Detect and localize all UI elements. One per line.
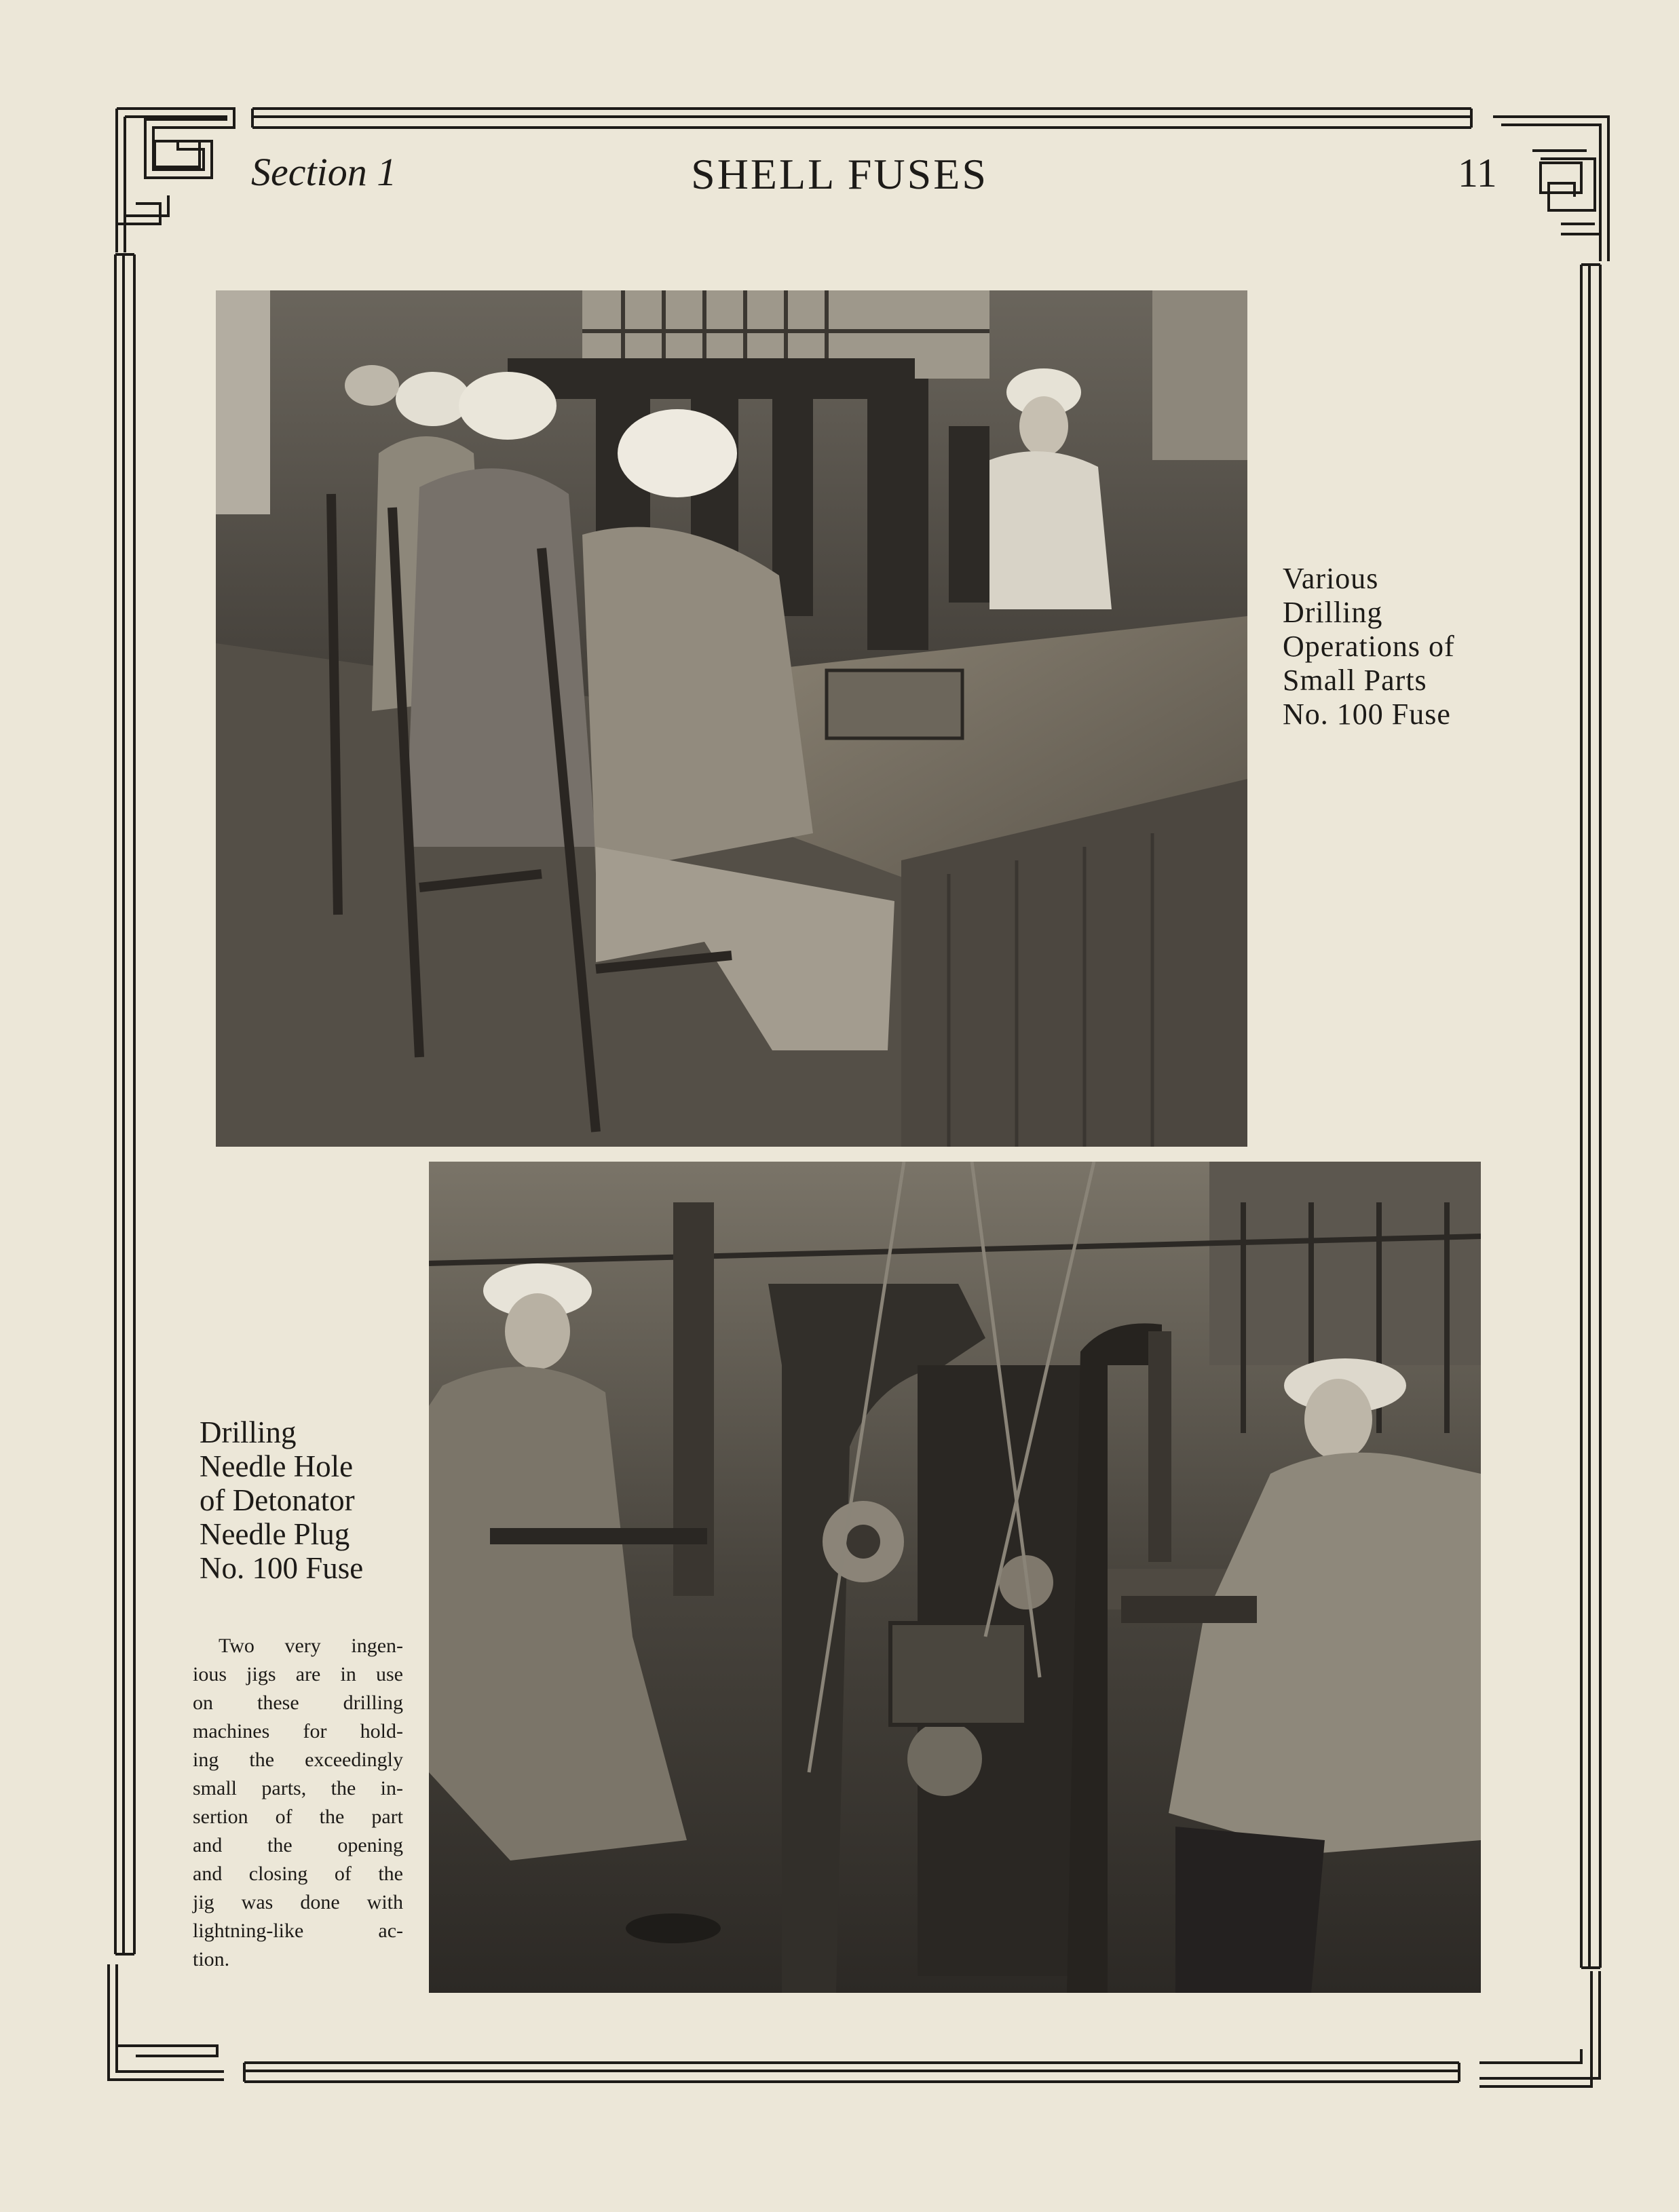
body-line: tion. xyxy=(193,1948,230,1970)
caption-top-line: Drilling xyxy=(1283,596,1383,629)
body-line: machines for hold- xyxy=(193,1720,403,1742)
body-line: and closing of the xyxy=(193,1863,403,1885)
caption-bottom-photo xyxy=(200,1415,403,1585)
section-label: Section 1 xyxy=(251,150,397,194)
photo-women-drilling-small-parts xyxy=(216,290,1247,1147)
caption-top-line: Operations of xyxy=(1283,630,1455,663)
body-line: on these drilling xyxy=(193,1692,403,1714)
caption-bottom-line: No. 100 Fuse xyxy=(200,1551,364,1585)
body-paragraph xyxy=(193,1632,403,1974)
caption-bottom-line: Drilling xyxy=(200,1415,297,1449)
caption-bottom-line: of Detonator xyxy=(200,1483,355,1517)
caption-top-line: Various xyxy=(1283,562,1379,595)
caption-top-line: No. 100 Fuse xyxy=(1283,698,1451,731)
photo-women-drilling-needle-hole xyxy=(429,1162,1481,1993)
body-line: ing the exceedingly xyxy=(193,1749,403,1771)
body-line: jig was done with xyxy=(193,1891,403,1913)
caption-bottom-line: Needle Plug xyxy=(200,1517,350,1551)
body-line: sertion of the part xyxy=(193,1806,403,1828)
body-line: and the opening xyxy=(193,1834,403,1856)
body-line: small parts, the in- xyxy=(193,1777,403,1799)
page-title: SHELL FUSES xyxy=(691,150,988,198)
caption-top-line: Small Parts xyxy=(1283,664,1427,697)
body-line: lightning-like ac- xyxy=(193,1920,403,1942)
page-number: 11 xyxy=(1458,151,1497,195)
caption-top-photo xyxy=(1283,562,1500,731)
caption-bottom-line: Needle Hole xyxy=(200,1449,354,1483)
body-line: Two very ingen- xyxy=(219,1635,403,1657)
body-line: ious jigs are in use xyxy=(193,1663,403,1685)
